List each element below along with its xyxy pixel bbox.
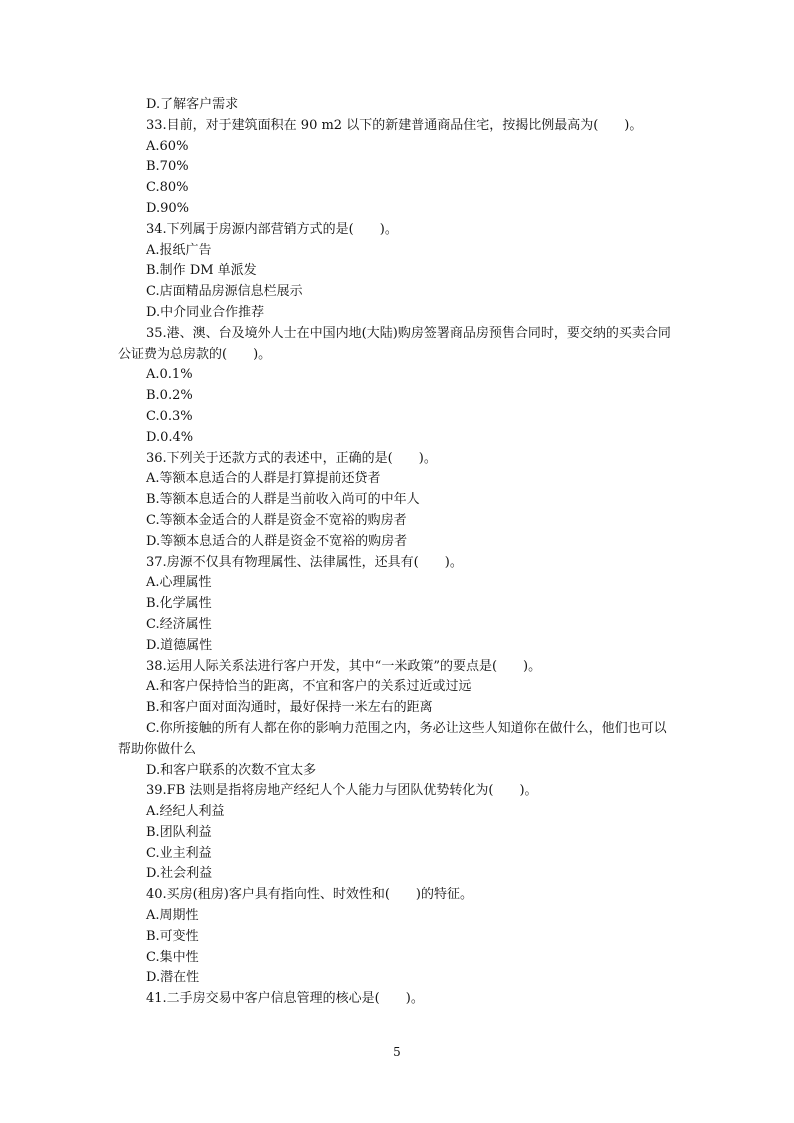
question-37: 37.房源不仅具有物理属性、法律属性，还具有( )。 bbox=[146, 554, 463, 570]
page-number: 5 bbox=[393, 1045, 401, 1059]
option-d-q39: D.社会利益 bbox=[146, 866, 213, 882]
option-b-q38: B.和客户面对面沟通时，最好保持一米左右的距离 bbox=[146, 700, 433, 716]
question-33: 33.目前，对于建筑面积在 90 m2 以下的新建普通商品住宅，按揭比例最高为( )。 bbox=[146, 117, 643, 133]
option-a-q37: A.心理属性 bbox=[146, 575, 212, 591]
option-c-q33: C.80% bbox=[146, 180, 189, 196]
option-d-q37: D.道德属性 bbox=[146, 637, 213, 653]
question-36: 36.下列关于还款方式的表述中，正确的是( )。 bbox=[146, 450, 437, 466]
option-a-q40: A.周期性 bbox=[146, 908, 199, 924]
option-a-q35: A.0.1% bbox=[146, 367, 193, 383]
option-c-q37: C.经济属性 bbox=[146, 616, 212, 632]
option-c-q34: C.店面精品房源信息栏展示 bbox=[146, 284, 303, 300]
option-d-q35: D.0.4% bbox=[146, 429, 194, 445]
option-b-q35: B.0.2% bbox=[146, 388, 193, 404]
option-d-q33: D.90% bbox=[146, 200, 189, 216]
option-d-q40: D.潜在性 bbox=[146, 970, 200, 986]
question-34: 34.下列属于房源内部营销方式的是( )。 bbox=[146, 221, 398, 237]
question-39: 39.FB 法则是指将房地产经纪人个人能力与团队优势转化为( )。 bbox=[146, 783, 538, 799]
option-c-q36: C.等额本金适合的人群是资金不宽裕的购房者 bbox=[146, 512, 407, 528]
option-b-q37: B.化学属性 bbox=[146, 596, 212, 612]
option-a-q34: A.报纸广告 bbox=[146, 242, 212, 258]
option-d-q34: D.中介同业合作推荐 bbox=[146, 304, 265, 320]
option-c-q35: C.0.3% bbox=[146, 408, 193, 424]
option-b-q34: B.制作 DM 单派发 bbox=[146, 263, 257, 279]
option-c-q39: C.业主利益 bbox=[146, 845, 212, 861]
question-text-block bbox=[118, 95, 678, 1010]
option-b-q40: B.可变性 bbox=[146, 928, 199, 944]
question-38: 38.运用人际关系法进行客户开发，其中“一米政策”的要点是( )。 bbox=[146, 658, 542, 674]
option-c-q38: C.你所接触的所有人都在你的影响力范围之内，务必让这些人知道你在做什么，他们也可以帮助你做什么 bbox=[118, 720, 667, 757]
option-b-q33: B.70% bbox=[146, 159, 189, 175]
option-a-q36: A.等额本息适合的人群是打算提前还贷者 bbox=[146, 471, 381, 487]
option-c-q40: C.集中性 bbox=[146, 949, 199, 965]
question-35: 35.港、澳、台及境外人士在中国内地(大陆)购房签署商品房预售合同时，要交纳的买卖合同公证费为总房款的( )。 bbox=[118, 325, 671, 362]
option-a-q33: A.60% bbox=[146, 138, 189, 154]
option-d-q32: D.了解客户需求 bbox=[146, 97, 239, 112]
option-a-q38: A.和客户保持恰当的距离，不宜和客户的关系过近或过远 bbox=[146, 679, 472, 695]
option-a-q39: A.经纪人利益 bbox=[146, 804, 225, 820]
question-41: 41.二手房交易中客户信息管理的核心是( )。 bbox=[146, 991, 424, 1007]
option-b-q36: B.等额本息适合的人群是当前收入尚可的中年人 bbox=[146, 492, 420, 508]
question-40: 40.买房(租房)客户具有指向性、时效性和( )的特征。 bbox=[146, 887, 473, 903]
option-b-q39: B.团队利益 bbox=[146, 824, 212, 840]
option-d-q36: D.等额本息适合的人群是资金不宽裕的购房者 bbox=[146, 533, 408, 549]
option-d-q38: D.和客户联系的次数不宜太多 bbox=[146, 762, 317, 778]
